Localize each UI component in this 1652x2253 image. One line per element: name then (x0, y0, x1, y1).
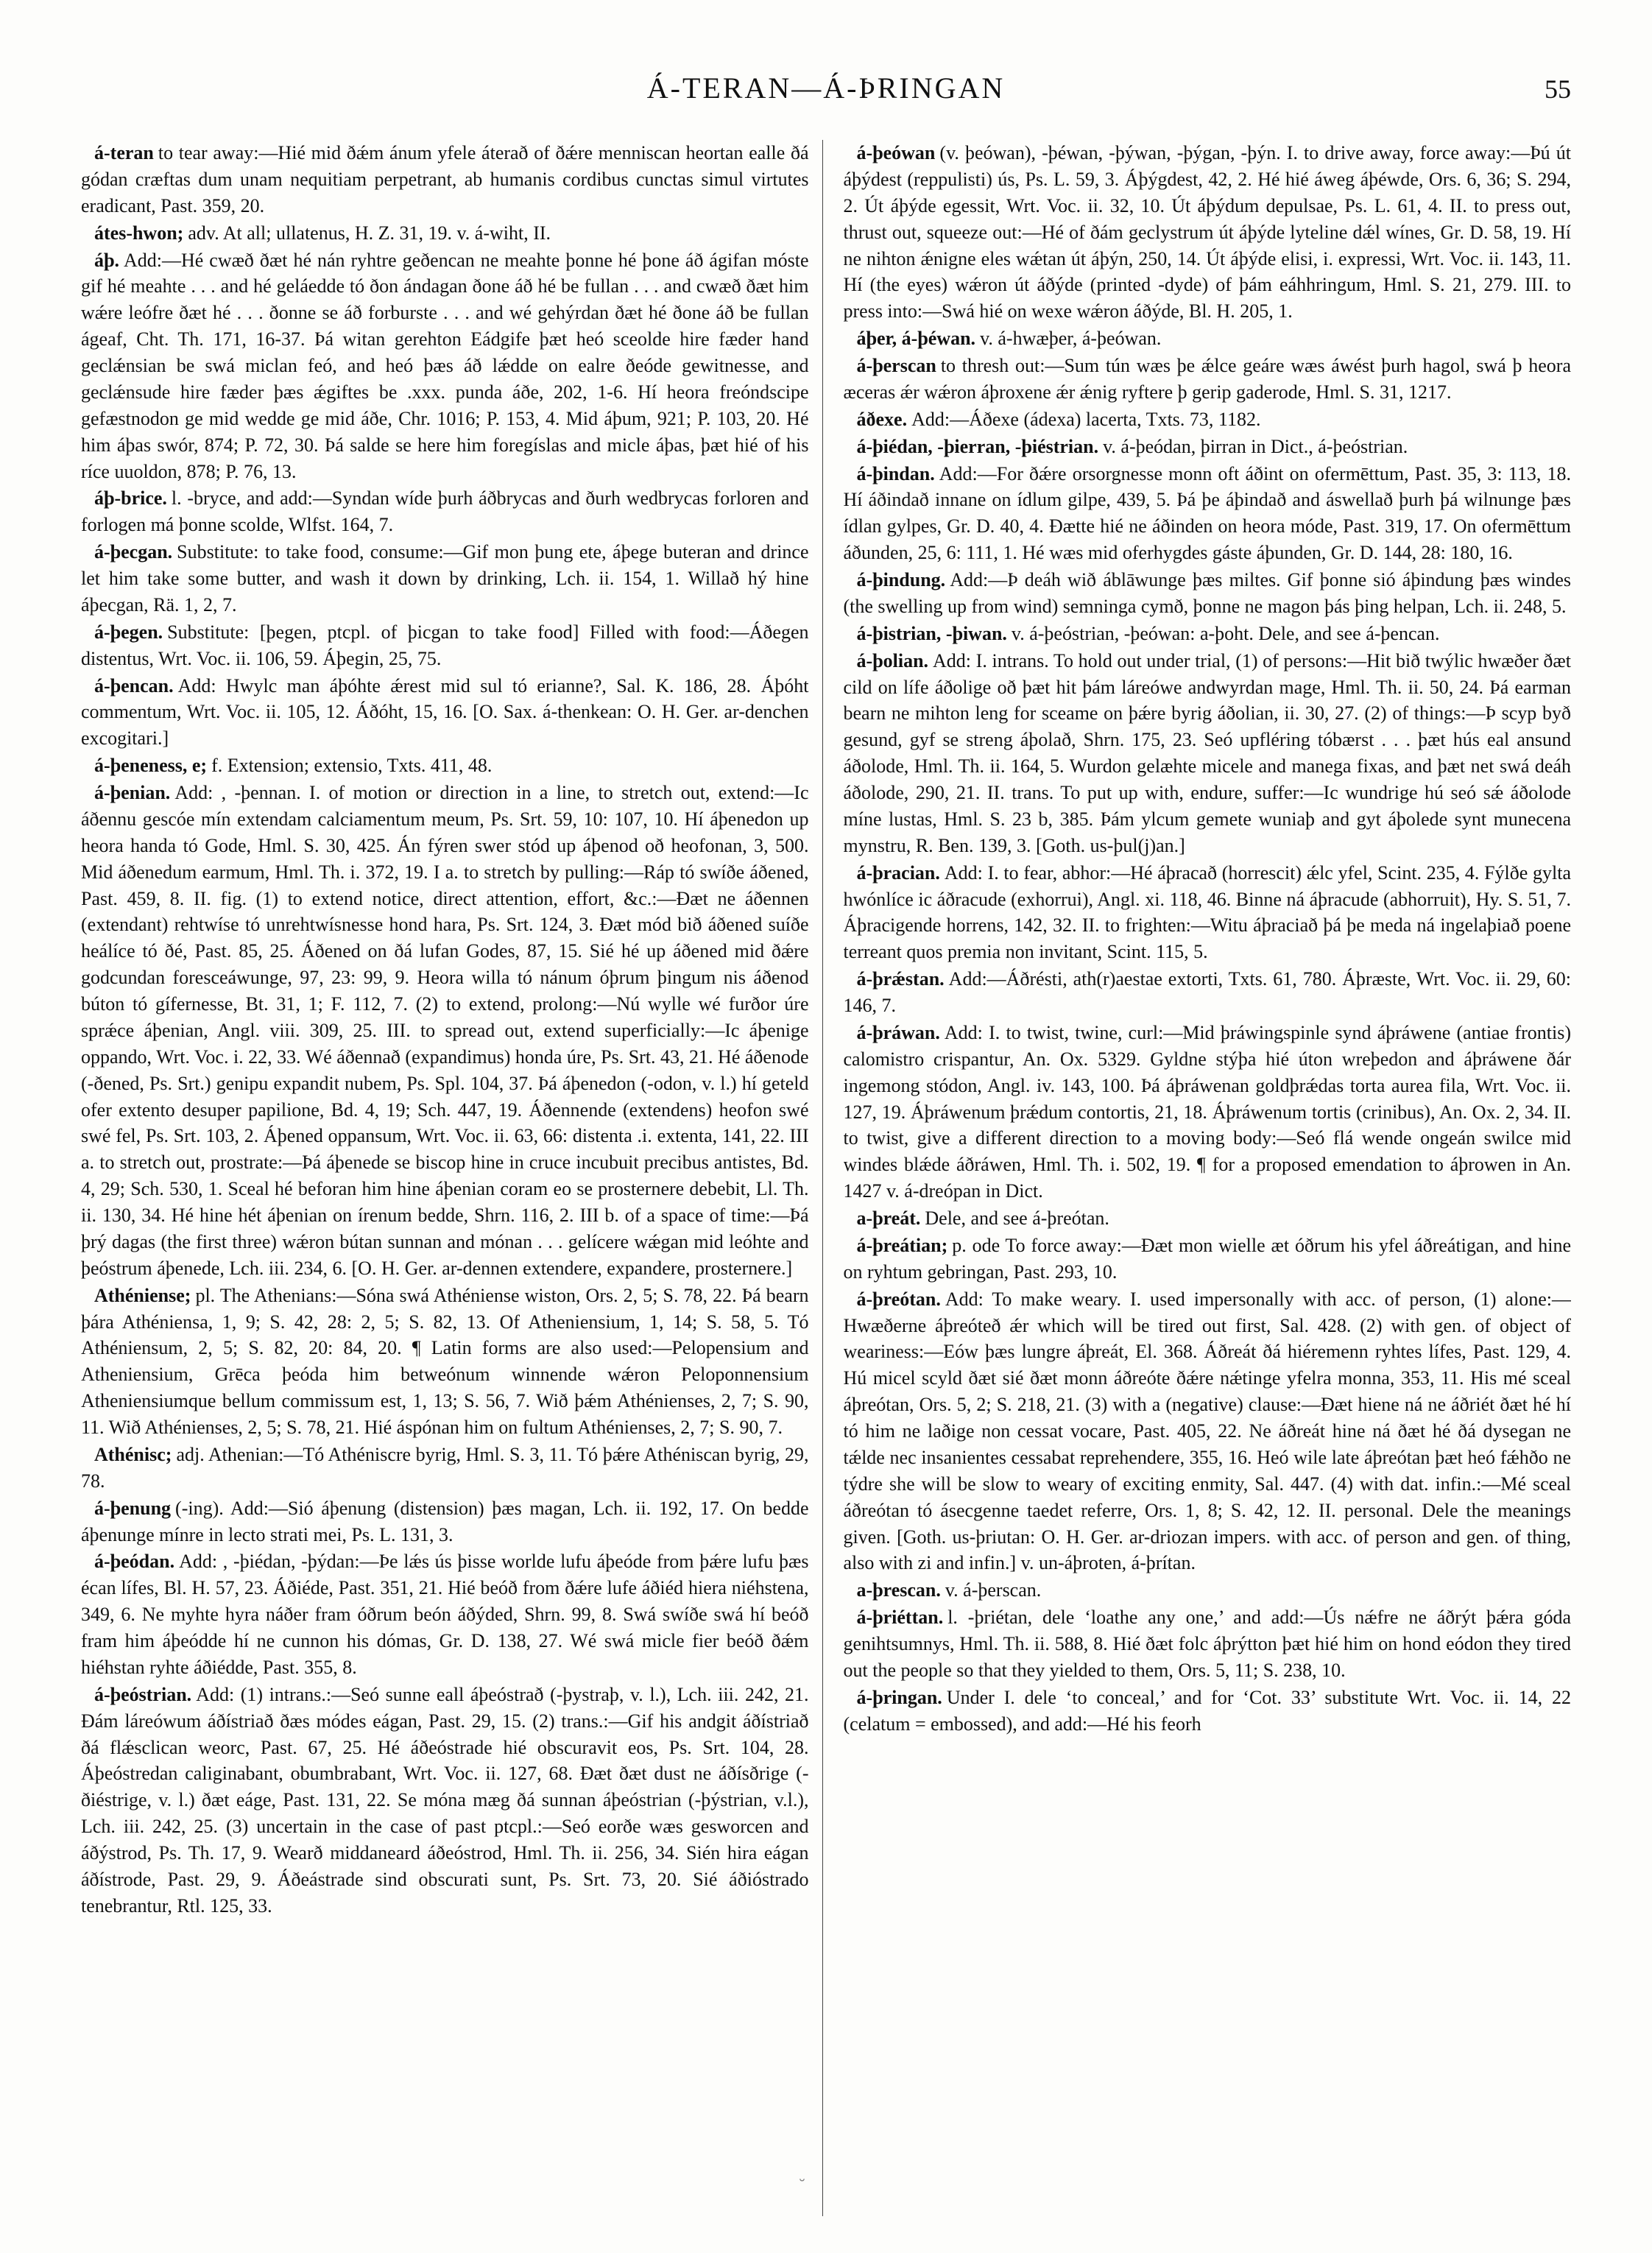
dictionary-entry (81, 1442, 809, 1495)
entry-headword: áðexe. (856, 408, 908, 430)
entry-definition: Substitute: [þegen, ptcpl. of þicgan to take food] Filled with food:—Áðegen distentus, Wrt. Voc. ii. 106, 59. Áþegin, 25, 75. (81, 621, 809, 669)
entry-headword: á-þindung. (856, 569, 946, 590)
entry-headword: á-þeówan (856, 142, 936, 163)
entry-definition: Add:—Áðrésti, ath(r)aestae extorti, Txts. 61, 780. Áþræste, Wrt. Voc. ii. 29, 60: 146, 7. (843, 968, 1571, 1016)
two-column-body (81, 140, 1571, 2216)
entry-headword: áþ-brice. (94, 487, 167, 510)
entry-headword: á-þistrian, -þiwan. (856, 622, 1007, 644)
entry-definition: v. á-hwæþer, á-þeówan. (980, 328, 1162, 350)
entry-definition: l. -þriétan, dele ‘loathe any one,’ and add:—Ús nǽfre ne áðrýt þǽra góda genihtsumnys, Hml. Th. ii. 588, 8. Hié ðæt folc áþrýtton þæt hié him on hond eódon they tired out the people so that they yielded to them, Ors. 5, 11; S. 238, 10. (843, 1607, 1571, 1681)
entry-headword: a-þreát. (856, 1207, 921, 1229)
entry-headword: á-þerscan (856, 355, 936, 376)
entry-headword: á-þenung (94, 1497, 172, 1519)
entry-headword: átes-hwon; (94, 222, 184, 244)
entry-definition: adj. Athenian:—Tó Athéniscre byrig, Hml. S. 3, 11. Tó þǽre Athéniscan byrig, 29, 78. (81, 1443, 809, 1492)
entry-headword: á-þolian. (856, 649, 929, 671)
dictionary-entry (844, 1205, 1572, 1232)
dictionary-entry (844, 140, 1572, 325)
entry-definition: (v. þeówan), -þéwan, -þýwan, -þýgan, -þýn. I. to drive away, force away:—Þú út áþýdest (reppulisti) ús, Ps. L. 59, 3. Áþýgdest, 42, 2. Hé hié áweg áþéwde, Ors. 6, 36; S. 294, 2. Út áþýde egessit, Wrt. Voc. ii. 32, 10. Út áþýdum depulsae, Ps. L. 61, 4. II. to press out, thrust out, squeeze out:—Hé of ðám geclystrum út áþýde lyteline dǽl wínes, Gr. D. 58, 19. Hí ne nihton ǽnigne eles wǽtan út áþýn, 250, 14. Út áþýde elisi, i. expressi, Wrt. Voc. ii. 143, 11. Hí (the eyes) wǽron út áðýde (printed -dyde) of þám eáhhringum, Hml. S. 21, 279. III. to press into:—Swá hié on wexe wǽron áðýde, Bl. H. 205, 1. (843, 142, 1571, 322)
entry-definition: f. Extension; extensio, Txts. 411, 48. (211, 755, 493, 777)
entry-definition: v. á-þerscan. (945, 1579, 1042, 1601)
dictionary-entry (81, 1682, 809, 1919)
dictionary-entry (81, 247, 809, 485)
entry-headword: Athénisc; (94, 1443, 172, 1465)
dictionary-entry (81, 1283, 809, 1441)
entry-definition: Add: , -þiédan, -þýdan:—Þe lǽs ús þisse worlde lufu áþeóde from þǽre lufu þæs écan lífes, Bl. H. 57, 23. Áðiéde, Past. 351, 21. Hié beóð from ðǽre lufe áðiéd hiera niéhstena, 349, 6. Ne myhte hyra náðer fram óðrum beón áðýded, Shrn. 99, 8. Swá swíðe swá hí beóð fram him áþeódde hí ne cunnon his dómas, Gr. D. 138, 27. Wé swá micle fier beóð ðǽm hiéhstan ryhte áðiédde, Past. 355, 8. (81, 1551, 809, 1678)
entry-definition: v. á-þeódan, þirran in Dict., á-þeóstrian. (1103, 435, 1408, 457)
dictionary-entry (844, 1286, 1572, 1577)
running-title: Á-TERAN—Á-ÞRINGAN (646, 71, 1006, 105)
dictionary-entry (81, 539, 809, 618)
entry-headword: á-þrǽstan. (856, 968, 945, 990)
dictionary-entry (844, 648, 1572, 859)
entry-headword: á-þráwan. (856, 1021, 940, 1043)
entry-definition: Add: , -þennan. I. of motion or direction in a line, to stretch out, extend:—Ic áðennu gescóe mín extendam calciamentum meum, Ps. Srt. 59, 10: 107, 10. Hí áþenedon up heora handa tó Gode, Hml. S. 30, 425. Án fýren swer stód up áþenod oð heofonan, 3, 500. Mid áðenedum earmum, Hml. Th. i. 372, 19. I a. to stretch by pulling:—Ráp tó swíðe áðened, Past. 459, 8. II. fig. (1) to extend notice, direct attention, effort, &c.:—Ðæt ne áðennen (extendant) rehtwíse tó unrehtwísnesse hond hara, Ps. Srt. 124, 3. Ðæt mód bið áðened suíðe heálíce tó ðé, Past. 85, 25. Áðened on ðá lufan Godes, 87, 15. Sié hé up áðened mid ðǽre godcundan foresceáwunge, 97, 23: 99, 9. Heora willa tó nánum óþrum þingum nis áðenod búton tó gífernesse, Bt. 31, 1; F. 112, 7. (2) to extend, prolong:—Nú wylle wé furðor úre sprǽce áþenian, Angl. viii. 309, 25. III. to spread out, extend superficially:—Ic áþenige oppando, Wrt. Voc. i. 22, 33. Wé áðennað (expandimus) honda úre, Ps. Srt. 43, 21. Hé áðenode (-ðened, Ps. Srt.) genipu expandit nubem, Ps. Spl. 104, 37. Þá áþenedon (-odon, v. l.) hí geteld ofer extento desuper papilione, Bd. 4, 19; Sch. 447, 19. Áðennende (extendens) heofon swé swé fel, Ps. Srt. 103, 2. Áþened oppansum, Wrt. Voc. ii. 63, 66: distenta .i. extenta, 141, 22. III a. to stretch out, prostrate:—Þá áþenede se biscop hine in cruce incubuit precibus antistes, Bd. 4, 29; Sch. 530, 1. Sceal hé beforan him hine áþenian coram eo se prosternere debebit, Ll. Th. ii. 130, 34. Hé hine hét áþenian on írenum bedde, Shrn. 116, 2. III b. of a space of time:—Þá þrý dagas (the first three) wǽron bútan sunnan and mónan . . . gelícere wǽgan mid leóhte and þeóstrum áþenede, Lch. iii. 234, 6. [O. H. Ger. ar-dennen extendere, expandere, prosternere.] (81, 782, 809, 1279)
dictionary-entry (81, 1495, 809, 1548)
entry-headword: Athéniense; (94, 1284, 191, 1306)
page-number: 55 (1545, 74, 1571, 104)
dictionary-entry (844, 860, 1572, 966)
dictionary-entry (81, 220, 809, 247)
entry-headword: á-þriéttan. (856, 1607, 944, 1629)
entry-headword: á-teran (94, 142, 154, 163)
entry-headword: á-þeódan. (94, 1551, 175, 1573)
entry-headword: á-þreótan. (856, 1288, 941, 1310)
entry-definition: pl. The Athenians:—Sóna swá Athéniense wiston, Ors. 2, 5; S. 78, 22. Þá bearn þára Athéniensa, 1, 9; S. 42, 28: 2, 5; S. 82, 13. Of Atheniensium, 1, 14; S. 58, 5. Tó Athéniensum, 2, 5; S. 82, 20: 84, 20. ¶ Latin forms are also used:—Pelopensium and Atheniensium, Grēca þeóda him betweónum winnende wǽron Peloponnensium Atheniensiumque bellum commissum est, 1, 13; S. 56, 7. Wið þǽm Athénienses, 2, 7; S. 90, 11. Wið Athénienses, 2, 5; S. 78, 21. Hié áspónan him on fultum Athénienses, 2, 7; S. 90, 7. (81, 1284, 809, 1438)
dictionary-entry (844, 406, 1572, 433)
entry-definition: p. ode To force away:—Ðæt mon wielle æt óðrum his yfel áðreátigan, and hine on ryhtum gebringan, Past. 293, 10. (843, 1234, 1571, 1283)
left-column (81, 140, 823, 2216)
dictionary-entry (844, 966, 1572, 1019)
page-smudge-mark: ˘ (798, 2178, 806, 2196)
entry-definition: Add:—For ðǽre orsorgnesse monn oft áðint on ofermēttum, Past. 35, 3: 113, 18. Hí áðindað innane on ídlum gilpe, 439, 5. Þá þe áþindað and áswellað þurh þá wilnunge þæs ídlan gylpes, Gr. D. 40, 4. Ðætte hié ne áðinden on heora móde, Past. 319, 17. On ofermēttum áðunden, 25, 6: 111, 1. Hé wæs mid oferhygdes gáste áþunden, Gr. D. 144, 28: 180, 16. (843, 462, 1571, 564)
entry-definition: Add: (1) intrans.:—Seó sunne eall áþeóstrað (-þystraþ, v. l.), Lch. iii. 242, 21. Ðám láreówum áðístriað ðæs módes eágan, Past. 29, 15. (2) trans.:—Gif his andgit áðístriað ðá flǽsclican weorc, Past. 67, 25. Hé áðeóstrade hié obscuravit eos, Ps. Srt. 104, 28. Áþeóstredan caliginabant, obumbrabant, Wrt. Voc. ii. 127, 68. Ðæt ðæt dust ne áðísðrige (-ðiéstrige, v. l.) ðæt eáge, Past. 131, 22. Se móna mæg ðá sunnan áþeóstrian (-þýstrian, v.l.), Lch. iii. 242, 25. (3) uncertain in the case of past ptcpl.:—Seó eorðe wæs gesworcen and áðýstrod, Ps. Th. 17, 9. Wearð middaneard áðeóstrod, Hml. Th. ii. 256, 34. Sién hira eágan áðístrode, Past. 29, 9. Áðeástrade sind obscurati sunt, Ps. Srt. 73, 20. Sié áðióstrado tenebrantur, Rtl. 125, 33. (81, 1683, 809, 1917)
entry-definition: Under I. dele ‘to conceal,’ and for ‘Cot. 33’ substitute Wrt. Voc. ii. 14, 22 (celatum = embossed), and add:—Hé his feorh (843, 1686, 1571, 1735)
entry-headword: á-þenian. (94, 782, 171, 803)
page-header (81, 71, 1571, 115)
dictionary-entry (844, 1020, 1572, 1205)
dictionary-entry (81, 485, 809, 538)
entry-headword: á-þegen. (94, 621, 163, 643)
entry-headword: á-þindan. (856, 462, 935, 484)
entry-definition: Add: To make weary. I. used impersonally with acc. of person, (1) alone:—Hwæðerne áþreóteð ǽr which will be tired out first, Sal. 428. (2) with gen. of object of weariness:—Eów þæs lungre áþreát, El. 368. Áðreát ðá hiéremenn ryhtes lífes, Past. 129, 4. Hú micel scyld ðæt sié ðæt monn áðreóte ðǽre nǽtinge yfelra monna, 353, 11. His mé sceal áþreótan, Ors. 5, 2; S. 218, 21. (3) with a (negative) clause:—Ðæt hiene ná ne áðriét ðæt hé hí tó him ne laðige non cessat vocare, Past. 405, 22. Ne áðreát hine ná ðæt hé ðá dysegan ne tǽlde nec insanientes cessabat reprehendere, 355, 16. Heó wile late áþreótan þæt heó fǽhðo ne týdre she will be slow to weary of exciting enmity, Sal. 447. (4) with dat. infin.:—Mé sceal áðreótan tó ásecgenne taedet referre, Ors. 1, 8; S. 42, 12. II. personal. Dele the meanings given. [Goth. us-þriutan: O. H. Ger. ar-driozan impers. with acc. of person and gen. of thing, also with zi and infin.] v. un-áþroten, á-þrítan. (843, 1288, 1571, 1574)
entry-definition: to thresh out:—Sum tún wæs þe ǽlce geáre wæs áwést þurh hagol, swá þ heora æceras ǽr wǽron áþroxene ǽr ǽnig ryftere þ gerip gaderode, Hml. S. 31, 1217. (843, 355, 1571, 403)
entry-headword: á-þiédan, -þierran, -þiéstrian. (856, 435, 1099, 457)
entry-definition: Add:—Áðexe (ádexa) lacerta, Txts. 73, 1182. (911, 408, 1261, 430)
entry-definition: Dele, and see á-þreótan. (925, 1207, 1109, 1229)
right-column (844, 140, 1572, 2216)
entry-definition: Substitute: to take food, consume:—Gif mon þung ete, áþege buteran and drince let him take some butter, and wash it down by drinking, Lch. ii. 154, 1. Willað hý hine áþecgan, Rä. 1, 2, 7. (81, 541, 809, 616)
dictionary-entry (81, 619, 809, 672)
entry-definition: Add:—Þ deáh wið áblāwunge þæs miltes. Gif þonne sió áþindung þæs windes (the swelling up from wind) semninga cymð, þonne ne magon þás þing helpan, Lch. ii. 248, 5. (843, 569, 1571, 617)
entry-headword: áþer, á-þéwan. (856, 328, 976, 350)
entry-headword: á-þeneness, e; (94, 755, 208, 777)
dictionary-entry (844, 461, 1572, 567)
entry-definition: Add: I. intrans. To hold out under trial, (1) of persons:—Hit bið twýlic hwæðer ðæt cild on lífe áðolige oð þæt hit þám láreówe andwyrdan mage, Hml. Th. ii. 50, 24. Þá earman bearn ne mihton leng for sceame on þǽre byrig áðolian, ii. 30, 27. (2) of things:—Þ scyp byð gesund, gyf se streng áþolað, Shrn. 175, 23. Seó upfléring tóbærst . . . þæt hús eal ansund áðolode, Hml. Th. ii. 164, 5. Wurdon gelæhte micele and manega fixas, and þæt net swá deáh áðolode, 290, 21. II. trans. To put up with, endure, suffer:—Ic wundrige hú seó sǽ áðolode míne lustas, Hml. S. 23 b, 385. Þám ylcum gemete wuniaþ and gyt áþolede synt munecena mynstru, R. Ben. 139, 3. [Goth. us-þul(j)an.] (843, 649, 1571, 856)
dictionary-entry (81, 673, 809, 752)
dictionary-entry (81, 1548, 809, 1680)
dictionary-entry (81, 752, 809, 779)
entry-headword: á-þringan. (856, 1686, 942, 1708)
dictionary-entry (844, 353, 1572, 406)
dictionary-entry (844, 621, 1572, 647)
dictionary-entry (844, 1577, 1572, 1604)
entry-definition: Add:—Hé cwæð ðæt hé nán ryhtre geðencan ne meahte þonne hé þone áð ágifan móste gif hé meahte . . . and hé geláedde tó ðon ándagan ðone áð hé be fullan . . . and cwæð ðæt him wǽre leófre ðæt hé . . . ðonne se áð forburste . . . and wé gehýrdan ðæt hé ðone áð be fullan ágeaf, Cht. Th. 171, 16-37. Þá witan gerehton Eádgife þæt heó sceolde hire fæder hand geclǽnsian be swá miclan feó, and heó þæs áð lǽdde on ealre ðeóde gewitnesse, and geclǽnsude hire fæder þæs ǽgiftes be .xxx. punda áðe, 202, 1-6. Hí heora freóndscipe gefæstnodon ge mid wedde ge mid áðe, Chr. 1016; P. 153, 4. Mid áþum, 921; P. 103, 20. Hé him áþas swór, 874; P. 72, 30. Þá salde se here him foregíslas and micle áþas, þæt hié of his ríce uuoldon, 878; P. 76, 13. (81, 249, 809, 482)
entry-definition: Add: I. to fear, abhor:—Hé áþracað (horrescit) ǽlc yfel, Scint. 235, 4. Fýlðe gylta hwónlíce ic áðracude (exhorrui), Angl. xi. 118, 46. Binne ná áþracude (abhorruit), Hy. S. 51, 7. Áþracigende horrens, 142, 32. II. to frighten:—Witu áþraciað þá þe meda ná ingelaþiað poene terreant quos premia non invitant, Scint. 115, 5. (843, 861, 1571, 963)
entry-headword: á-þreátian; (856, 1234, 948, 1256)
entry-headword: á-þracian. (856, 861, 940, 884)
entry-definition: l. -bryce, and add:—Syndan wíde þurh áðbrycas and ðurh wedbrycas forloren and forlogen má þonne scolde, Wlfst. 164, 7. (81, 487, 809, 536)
entry-headword: áþ. (94, 249, 119, 271)
entry-definition: adv. At all; ullatenus, H. Z. 31, 19. v. á-wiht, II. (188, 222, 551, 244)
entry-headword: á-þeóstrian. (94, 1683, 192, 1705)
dictionary-entry (844, 325, 1572, 352)
dictionary-entry (81, 780, 809, 1282)
entry-headword: á-þencan. (94, 674, 174, 697)
entry-definition: to tear away:—Hié mid ðǽm ánum yfele áterað of ðǽre menniscan heortan ealle ðá gódan cræftas dum unam nequitiam perpetrant, ab humanis cordibus cunctas simul virtutes eradicant, Past. 359, 20. (81, 142, 809, 216)
entry-definition: Add: Hwylc man áþóhte ǽrest mid sul tó erianne?, Sal. K. 186, 28. Áþóht commentum, Wrt. Voc. ii. 105, 12. Áðóht, 15, 16. [O. Sax. á-thenkean: O. H. Ger. ar-denchen excogitari.] (81, 674, 809, 750)
entry-definition: v. á-þeóstrian, -þeówan: a-þoht. Dele, and see á-þencan. (1011, 622, 1440, 644)
entry-definition: Add: I. to twist, twine, curl:—Mid þráwingspinle synd áþráwene (antiae frontis) calomistro crispantur, An. Ox. 5329. Gyldne stýþa hié úton wreþedon and áþráwene ðár ingemong stódon, Angl. iv. 143, 100. Þá áþráwenan goldþrǽdas torta aurea fila, Wrt. Voc. ii. 127, 19. Áþráwenum þrǽdum contortis, 21, 18. Áþráwenum tortis (crinibus), An. Ox. 2, 34. II. to twist, give a different direction to a moving body:—Seó flá wende ongeán swilce mid windes blǽde áðráwen, Hml. Th. i. 502, 19. ¶ for a proposed emendation to áþrowen in An. 1427 v. á-dreópan in Dict. (843, 1021, 1571, 1202)
dictionary-entry (844, 1685, 1572, 1738)
dictionary-entry (844, 567, 1572, 620)
entry-definition: (-ing). Add:—Sió áþenung (distension) þæs magan, Lch. ii. 192, 17. On bedde áþenunge mínre in lecto strati mei, Ps. L. 131, 3. (81, 1497, 809, 1545)
dictionary-entry (844, 1604, 1572, 1684)
dictionary-entry (844, 1233, 1572, 1286)
entry-headword: á-þecgan. (94, 541, 173, 563)
dictionary-entry (81, 140, 809, 219)
dictionary-entry (844, 434, 1572, 460)
entry-headword: a-þrescan. (856, 1579, 941, 1601)
